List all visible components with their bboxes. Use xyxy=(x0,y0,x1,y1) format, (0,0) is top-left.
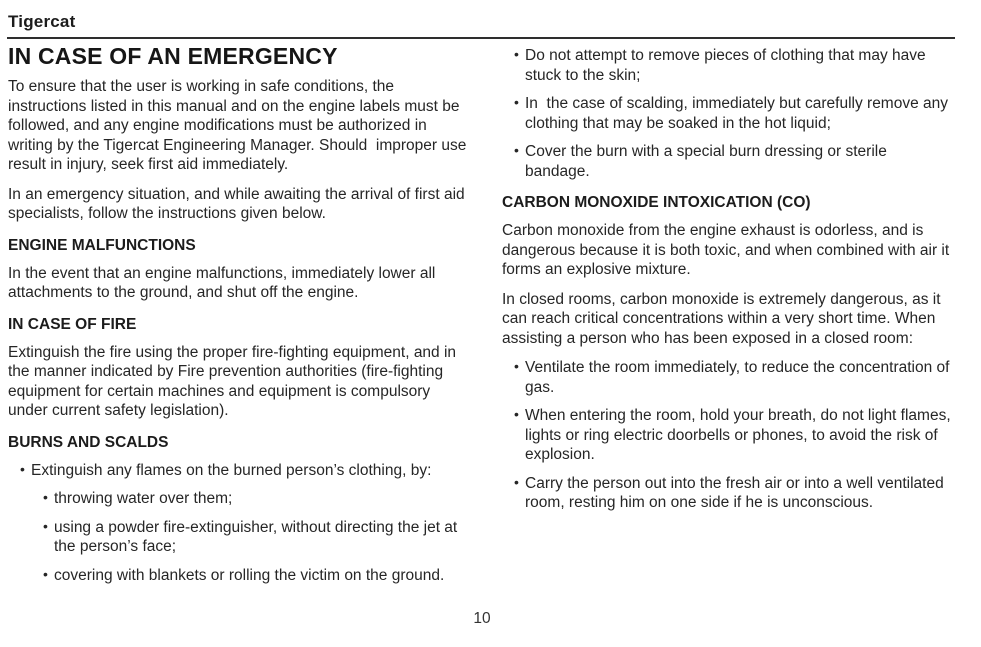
in-case-of-fire-paragraph: Extinguish the fire using the proper fire-fighting equipment, and in the manner indicated by Fire prevention authorities (fire-fighting equipment for certain machines and equipment is compulsory under current safety legislation). xyxy=(8,343,461,419)
section-heading-carbon-monoxide: CARBON MONOXIDE INTOXICATION (CO) xyxy=(502,194,811,211)
list-item-text: Extinguish any flames on the burned person’s clothing, by: xyxy=(31,461,432,479)
intro-paragraph-2: In an emergency situation, and while awaiting the arrival of first aid specialists, follow the instructions given below. xyxy=(8,185,469,222)
burns-and-scalds-sublist xyxy=(31,489,474,585)
list-item xyxy=(502,46,954,85)
list-item-text: Do not attempt to remove pieces of clothing that may have stuck to the skin; xyxy=(525,47,930,84)
list-item xyxy=(502,474,954,513)
list-item xyxy=(502,142,954,181)
page-number: 10 xyxy=(473,610,491,627)
burns-and-scalds-list xyxy=(8,461,474,586)
carbon-monoxide-paragraph-1: Carbon monoxide from the engine exhaust is odorless, and is dangerous because it is both toxic, and when combined with air it forms an explosive mixture. xyxy=(502,222,954,278)
list-item-text: covering with blankets or rolling the victim on the ground. xyxy=(54,566,445,584)
header-rule xyxy=(7,37,955,39)
section-heading-burns-and-scalds: BURNS AND SCALDS xyxy=(8,433,169,451)
list-item xyxy=(31,566,474,586)
page-title: IN CASE OF AN EMERGENCY xyxy=(8,43,338,69)
list-item xyxy=(31,518,474,557)
intro-paragraph-1: To ensure that the user is working in safe conditions, the instructions listed in this manual and on the engine labels must be followed, and any engine modifications must be authorized in writing by the Tigercat Engineering Manager. Should improper use result in injury, seek first aid immediately. xyxy=(8,78,471,173)
list-item-text: In the case of scalding, immediately but carefully remove any clothing that may be soaked in the hot liquid; xyxy=(525,95,953,132)
brand: Tigercat xyxy=(8,12,76,31)
list-item-text: Cover the burn with a special burn dressing or sterile bandage. xyxy=(525,143,892,180)
list-item-text: When entering the room, hold your breath, do not light flames, lights or ring electric doorbells or phones, to avoid the risk of explosion. xyxy=(525,407,955,463)
list-item xyxy=(502,358,954,397)
list-item-text: using a powder fire-extinguisher, without directing the jet at the person’s face; xyxy=(54,518,462,555)
list-item xyxy=(502,406,954,465)
left-column xyxy=(8,44,474,595)
section-heading-in-case-of-fire: IN CASE OF FIRE xyxy=(8,315,137,333)
carbon-monoxide-list xyxy=(502,358,954,513)
list-item xyxy=(502,94,954,133)
list-item xyxy=(8,461,474,586)
list-item-text: Carry the person out into the fresh air or into a well ventilated room, resting him on one side if he is unconscious. xyxy=(525,474,949,511)
list-item xyxy=(31,489,474,509)
burns-and-scalds-continued-list xyxy=(502,46,954,181)
list-item-text: Ventilate the room immediately, to reduce the concentration of gas. xyxy=(525,359,954,396)
list-item-text: throwing water over them; xyxy=(54,490,233,507)
carbon-monoxide-paragraph-2: In closed rooms, carbon monoxide is extremely dangerous, as it can reach critical concentrations within a very short time. When assisting a person who has been exposed in a closed room: xyxy=(502,290,945,347)
right-column xyxy=(502,44,954,523)
engine-malfunctions-paragraph: In the event that an engine malfunctions, immediately lower all attachments to the ground, and shut off the engine. xyxy=(8,264,440,301)
section-heading-engine-malfunctions: ENGINE MALFUNCTIONS xyxy=(8,236,196,254)
